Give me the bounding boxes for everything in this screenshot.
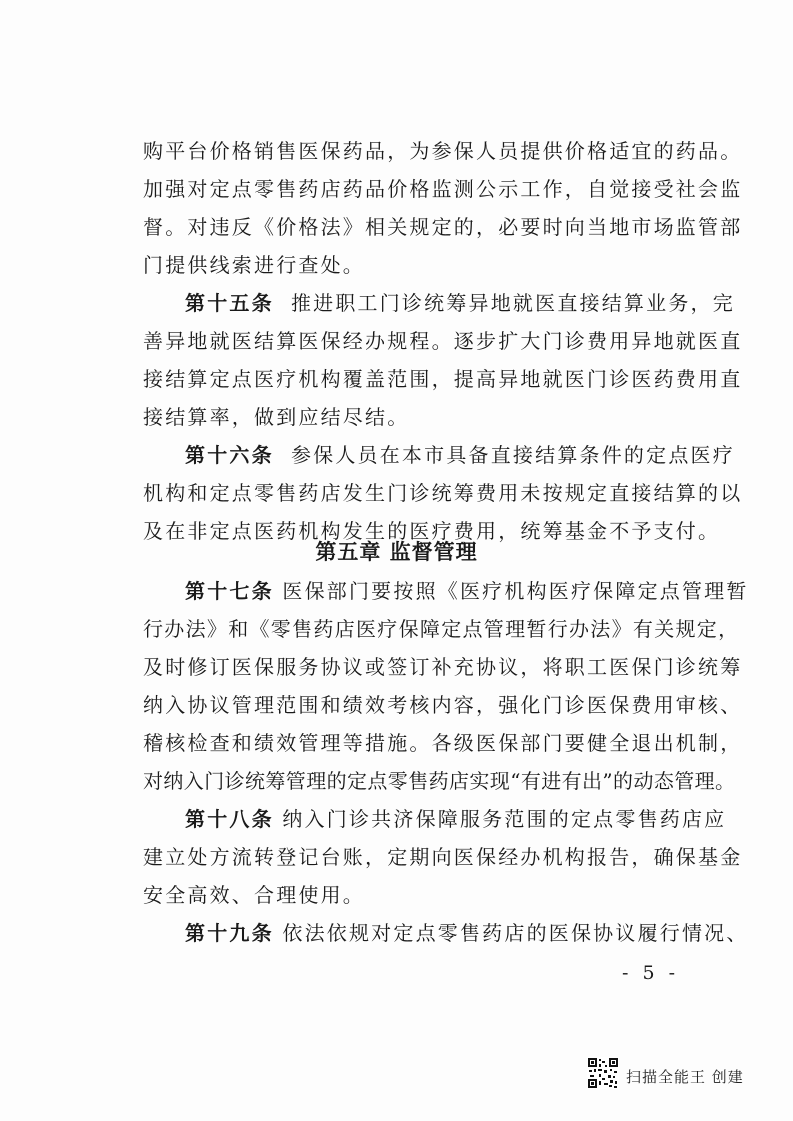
paragraph-line: 门提供线索进行查处。: [143, 253, 365, 277]
article-17-title: 第十七条: [185, 579, 274, 603]
article-17-text: 医保部门要按照《医疗机构医疗保障定点管理暂: [282, 579, 749, 603]
article-19-title: 第十九条: [185, 921, 274, 945]
article-15-title: 第十五条: [185, 291, 274, 315]
paragraph-line: 接结算率，做到应结尽结。: [143, 405, 410, 429]
paragraph-line: 机构和定点零售药店发生门诊统筹费用未按规定直接结算的以: [143, 481, 743, 505]
paragraph-line: 稽核检查和绩效管理等措施。各级医保部门要健全退出机制，: [143, 731, 743, 755]
paragraph-line: 及在非定点医药机构发生的医疗费用，统筹基金不予支付。: [143, 519, 721, 543]
article-16-first-line: [185, 441, 735, 469]
article-17-first-line: [185, 577, 749, 605]
article-19-first-line: [185, 919, 749, 947]
article-18-title: 第十八条: [185, 807, 274, 831]
article-15-first-line: [185, 289, 735, 317]
article-18-text: 纳入门诊共济保障服务范围的定点零售药店应: [282, 807, 727, 831]
paragraph-line: 及时修订医保服务协议或签订补充协议，将职工医保门诊统筹: [143, 655, 743, 679]
article-19-text: 依法依规对定点零售药店的医保协议履行情况、: [282, 921, 749, 945]
qr-code-icon: [587, 1057, 619, 1089]
scanner-watermark: 扫描全能王 创建: [626, 1068, 744, 1086]
chapter-heading: 第五章 监督管理: [315, 539, 478, 564]
paragraph-line: 购平台价格销售医保药品，为参保人员提供价格适宜的药品。: [143, 139, 743, 163]
paragraph-line: 纳入协议管理范围和绩效考核内容，强化门诊医保费用审核、: [143, 693, 743, 717]
paragraph-line: 行办法》和《零售药店医疗保障定点管理暂行办法》有关规定，: [143, 617, 740, 641]
article-15-text: 推进职工门诊统筹异地就医直接结算业务，完: [290, 291, 735, 315]
article-16-text: 参保人员在本市具备直接结算条件的定点医疗: [290, 443, 735, 467]
paragraph-line: 安全高效、合理使用。: [143, 883, 365, 907]
paragraph-line: 督。对违反《价格法》相关规定的，必要时向当地市场监管部: [143, 215, 743, 239]
paragraph-line: 善异地就医结算医保经办规程。逐步扩大门诊费用异地就医直: [143, 329, 743, 353]
article-16-title: 第十六条: [185, 443, 274, 467]
page-number: - 5 -: [622, 962, 680, 984]
paragraph-line: 对纳入门诊统筹管理的定点零售药店实现“有进有出”的动态管理。: [143, 769, 736, 793]
paragraph-line: 加强对定点零售药店药品价格监测公示工作，自觉接受社会监: [143, 177, 743, 201]
paragraph-line: 建立处方流转登记台账，定期向医保经办机构报告，确保基金: [143, 845, 743, 869]
paragraph-line: 接结算定点医疗机构覆盖范围，提高异地就医门诊医药费用直: [143, 367, 743, 391]
article-18-first-line: [185, 805, 727, 833]
